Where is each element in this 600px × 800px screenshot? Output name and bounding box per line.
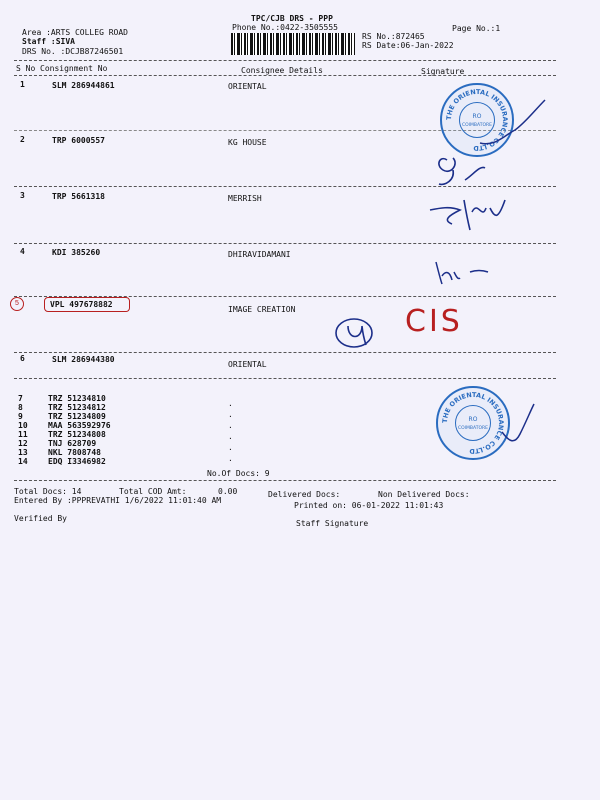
signature-scribble (470, 95, 550, 155)
signature-scribble (430, 258, 500, 288)
list-item: TRZ 51234810 (48, 394, 106, 403)
row-consignment: KDI 385260 (52, 248, 101, 257)
row-divider (14, 352, 556, 353)
svg-text:COIMBATORE: COIMBATORE (462, 123, 492, 128)
divider (14, 75, 556, 76)
list-item: TRZ 51234808 (48, 430, 106, 439)
entered-by: Entered By :PPPREVATHI 1/6/2022 11:01:40 AM (14, 496, 222, 505)
list-item: EDQ I3346982 (48, 457, 106, 466)
row-consignment: SLM 286944861 (52, 81, 115, 90)
row-consignee: IMAGE CREATION (228, 305, 296, 314)
verified-by: Verified By (14, 514, 67, 523)
row-divider (14, 243, 556, 244)
list-item: TNJ 628709 (48, 439, 97, 448)
list-item: TRZ 51234812 (48, 403, 106, 412)
rs-number: RS No.:872465 (362, 32, 425, 41)
row-consignment: VPL 497678882 (50, 300, 113, 309)
report-title: TPC/CJB DRS - PPP (251, 14, 333, 23)
barcode (231, 33, 355, 55)
row-consignment: SLM 286944380 (52, 355, 115, 364)
page-number: Page No.:1 (452, 24, 501, 33)
list-item: 9 (18, 412, 23, 421)
row-consignment: TRP 6000557 (52, 136, 105, 145)
staff: Staff :SIVA (22, 37, 75, 46)
list-item: TRZ 51234809 (48, 412, 106, 421)
col-header-consignment: Consignment No (40, 64, 108, 73)
divider (14, 60, 556, 61)
row-divider (14, 378, 556, 379)
row-consignee: ORIENTAL (228, 82, 267, 91)
row-sno: 6 (20, 354, 25, 363)
divider (14, 480, 556, 481)
list-item: NKL 7808748 (48, 448, 101, 457)
area: Area :ARTS COLLEG ROAD (22, 28, 128, 37)
total-cod-value: 0.00 (218, 487, 238, 496)
handwritten-cis: CIS (405, 304, 463, 339)
phone-number: Phone No.:0422-3505555 (232, 23, 338, 32)
svg-text:RO: RO (472, 113, 482, 120)
list-item: 12 (18, 439, 28, 448)
col-header-consignee: Consignee Details (241, 66, 323, 75)
non-delivered-docs: Non Delivered Docs: (378, 490, 470, 499)
list-item: 8 (18, 403, 23, 412)
signature-scribble (498, 402, 538, 452)
rs-date: RS Date:06-Jan-2022 (362, 41, 454, 50)
row-sno: 3 (20, 191, 25, 200)
signature-scribble (425, 150, 505, 195)
svg-text:RO: RO (468, 416, 478, 423)
handwritten-circle-5: 5 (10, 297, 24, 311)
delivered-docs: Delivered Docs: (268, 490, 341, 499)
row-sno: 2 (20, 135, 25, 144)
row-sno: 4 (20, 247, 25, 256)
row-consignee: MERRISH (228, 194, 262, 203)
row-consignee: KG HOUSE (228, 138, 267, 147)
svg-text:THE ORIENTAL INSURANCE CO.LTD: THE ORIENTAL INSURANCE CO.LTD (444, 87, 510, 153)
col-header-signature: Signature (421, 67, 465, 76)
col-header-sno: S No (16, 64, 36, 73)
row-consignment: TRP 5661318 (52, 192, 105, 201)
row-consignee: DHIRAVIDAMANI (228, 250, 291, 259)
row-consignee: ORIENTAL (228, 360, 267, 369)
svg-text:THE ORIENTAL INSURANCE CO.LTD: THE ORIENTAL INSURANCE CO.LTD (440, 390, 506, 456)
svg-text:COIMBATORE: COIMBATORE (458, 426, 488, 431)
printed-on: Printed on: 06-01-2022 11:01:43 (294, 501, 444, 510)
signature-scribble (420, 190, 510, 240)
total-docs: Total Docs: 14 (14, 487, 82, 496)
list-item: MAA 563592976 (48, 421, 111, 430)
row-sno: 1 (20, 80, 25, 89)
list-item: 11 (18, 430, 28, 439)
list-item: 10 (18, 421, 28, 430)
staff-signature: Staff Signature (296, 519, 369, 528)
signature-scribble (330, 312, 386, 354)
dot-column: . . . . . . (228, 399, 233, 463)
drs-number: DRS No. :DCJB87246501 (22, 47, 124, 56)
list-item: 7 (18, 394, 23, 403)
no-of-docs: No.Of Docs: 9 (207, 469, 270, 478)
list-item: 14 (18, 457, 28, 466)
list-item: 13 (18, 448, 28, 457)
total-cod-label: Total COD Amt: (119, 487, 187, 496)
